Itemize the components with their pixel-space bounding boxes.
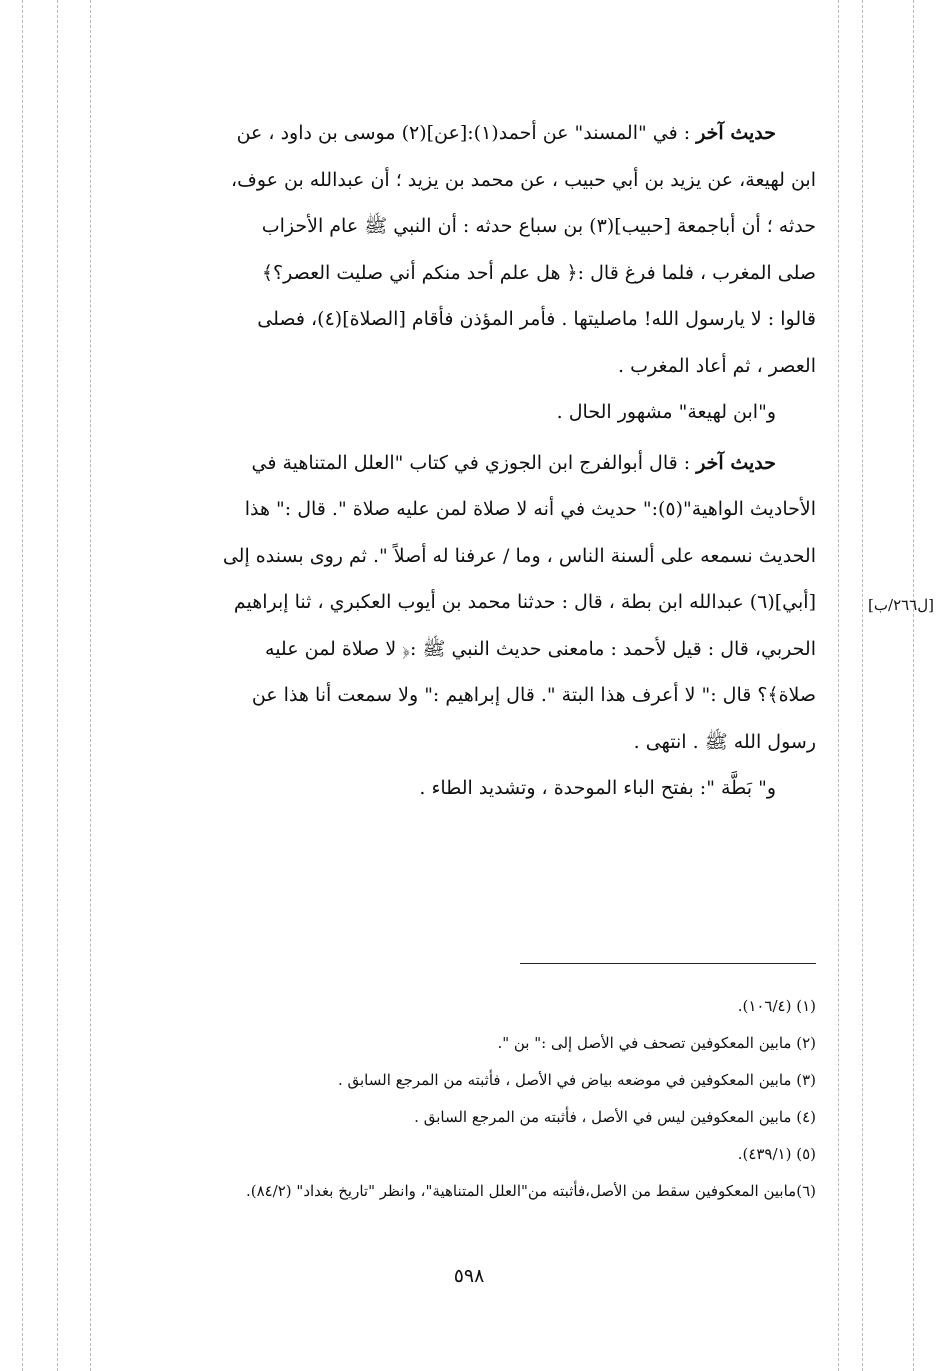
text-line: الأحاديث الواهية"(٥):" حديث في أنه لا صلاة لمن عليه صلاة ". قال :" هذا [244, 498, 816, 520]
text-line: حدثه ؛ أن أباجمعة [حبيب](٣) بن سباع حدثه : أن النبي ﷺ عام الأحزاب [261, 215, 816, 237]
section-heading: حديث آخر [696, 451, 776, 474]
margin-note: [ل٢٦٦/ب] [868, 596, 934, 614]
margin-guide-line [862, 0, 863, 1371]
margin-guide-line [913, 0, 914, 1371]
text-line: العصر ، ثم أعاد المغرب . [618, 354, 816, 377]
text-line: حديث آخر : قال أبوالفرج ابن الجوزي في كتاب "العلل المتناهية في [251, 451, 776, 474]
footnote: (٣) مابين المعكوفين في موضعه بياض في الأصل ، فأثبته من المرجع السابق . [337, 1071, 816, 1089]
text-line: ابن لهيعة، عن يزيد بن أبي حبيب ، عن محمد بن يزيد ؛ أن عبدالله بن عوف، [231, 168, 816, 191]
margin-guide-line [22, 0, 23, 1371]
page-number: ٥٩٨ [453, 1265, 485, 1287]
footnote: (١) (١٠٦/٤). [737, 997, 816, 1015]
margin-guide-line [838, 0, 839, 1371]
text-line: و"ابن لهيعة" مشهور الحال . [556, 401, 776, 423]
text-line: [أبي](٦) عبدالله ابن بطة ، قال : حدثنا محمد بن أيوب العكبري ، ثنا إبراهيم [233, 591, 816, 613]
footnote: (٤) مابين المعكوفين ليس في الأصل ، فأثبته من المرجع السابق . [414, 1108, 816, 1126]
footnote-divider [520, 963, 816, 964]
text-line: الحديث نسمعه على ألسنة الناس ، وما / عرفنا له أصلاً ". ثم روى بسنده إلى [222, 544, 816, 567]
footnotes [108, 988, 816, 1210]
text-line: الحربي، قال : قيل لأحمد : مامعنى حديث النبي ﷺ :﴿ لا صلاة لمن عليه [265, 637, 816, 660]
footnote: (٢) مابين المعكوفين تصحف في الأصل إلى :" بن ". [497, 1034, 816, 1052]
footnote: (٥) (٤٣٩/١). [737, 1145, 816, 1163]
text-line: قالوا : لا يارسول الله! ماصليتها . فأمر المؤذن فأقام [الصلاة](٤)، فصلى [257, 308, 816, 330]
main-text [108, 110, 816, 812]
section-heading: حديث آخر [696, 122, 776, 144]
text-line: صلى المغرب ، فلما فرغ قال :﴿ هل علم أحد منكم أني صليت العصر؟﴾ [261, 261, 816, 284]
margin-guide-line [90, 0, 91, 1371]
text-line: حديث آخر : في "المسند" عن أحمد(١):[عن](٢) موسى بن داود ، عن [236, 122, 776, 144]
text-line: صلاة﴾؟ قال :" لا أعرف هذا البتة ". قال إبراهيم :" ولا سمعت أنا هذا عن [251, 684, 816, 706]
text-line: و" بَطَّة ": بفتح الباء الموحدة ، وتشديد الطاء . [419, 777, 776, 799]
text-line: رسول الله ﷺ . انتهى . [633, 730, 816, 753]
footnote: (٦)مابين المعكوفين سقط من الأصل،فأثبته من"العلل المتناهية"، وانظر "تاريخ بغداد" (٨٤/٢). [245, 1182, 816, 1200]
margin-guide-line [57, 0, 58, 1371]
